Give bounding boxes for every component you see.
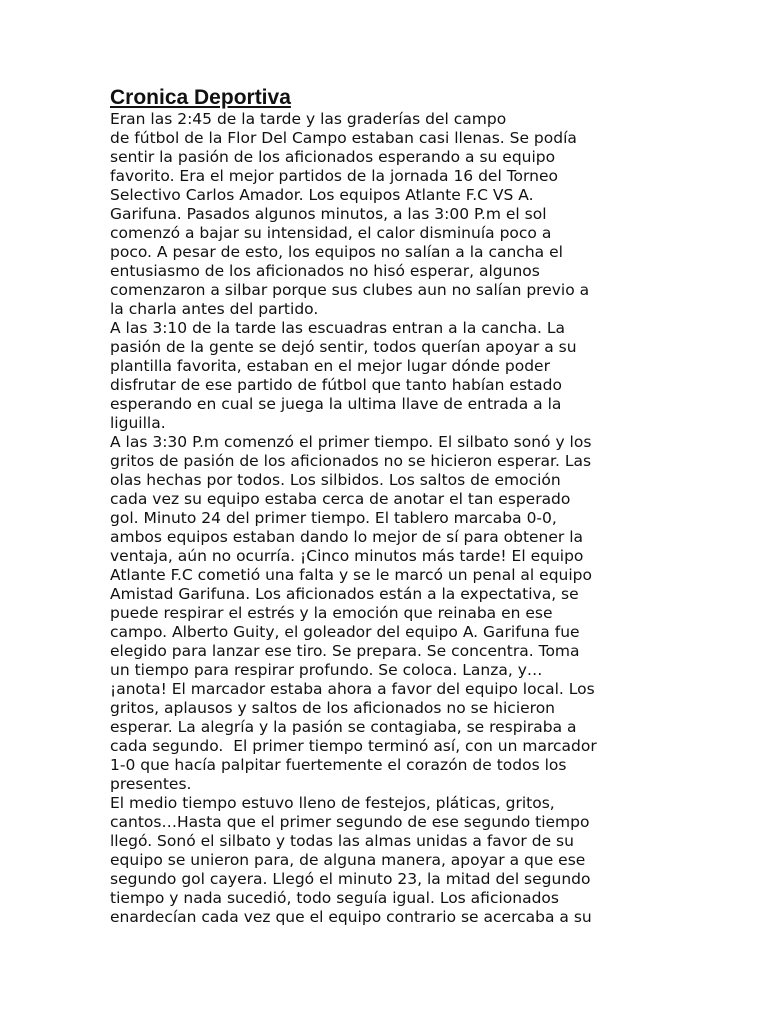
body-line: gritos, aplausos y saltos de los aficionados no se hicieron: [110, 699, 555, 717]
body-line: esperando en cual se juega la ultima llave de entrada a la: [110, 395, 562, 413]
body-line: cada vez su equipo estaba cerca de anotar el tan esperado: [110, 490, 571, 508]
body-line: presentes.: [110, 775, 192, 793]
document-content: [110, 86, 670, 927]
body-line: campo. Alberto Guity, el goleador del equipo A. Garifuna fue: [110, 623, 580, 641]
body-line: Eran las 2:45 de la tarde y las graderías del campo: [110, 110, 507, 128]
body-line: de fútbol de la Flor Del Campo estaban casi llenas. Se podía: [110, 129, 577, 147]
body-line: Garifuna. Pasados algunos minutos, a las 3:00 P.m el sol: [110, 205, 547, 223]
body-line: liguilla.: [110, 414, 166, 432]
body-line: la charla antes del partido.: [110, 300, 319, 318]
body-line: A las 3:30 P.m comenzó el primer tiempo. El silbato sonó y los: [110, 433, 592, 451]
body-line: 1-0 que hacía palpitar fuertemente el corazón de todos los: [110, 756, 567, 774]
body-line: olas hechas por todos. Los silbidos. Los saltos de emoción: [110, 471, 561, 489]
body-line: ambos equipos estaban dando lo mejor de sí para obtener la: [110, 528, 584, 546]
body-line: favorito. Era el mejor partidos de la jornada 16 del Torneo: [110, 167, 558, 185]
body-line: plantilla favorita, estaban en el mejor lugar dónde poder: [110, 357, 550, 375]
body-line: cantos…Hasta que el primer segundo de ese segundo tiempo: [110, 813, 590, 831]
body-line: ¡anota! El marcador estaba ahora a favor del equipo local. Los: [110, 680, 595, 698]
body-line: El medio tiempo estuvo lleno de festejos, pláticas, gritos,: [110, 794, 555, 812]
body-line: Atlante F.C cometió una falta y se le marcó un penal al equipo: [110, 566, 592, 584]
body-line: tiempo y nada sucedió, todo seguía igual. Los aficionados: [110, 889, 559, 907]
document-body: [110, 110, 670, 927]
body-line: elegido para lanzar ese tiro. Se prepara. Se concentra. Toma: [110, 642, 580, 660]
body-line: ventaja, aún no ocurría. ¡Cinco minutos más tarde! El equipo: [110, 547, 584, 565]
body-line: entusiasmo de los aficionados no hisó esperar, algunos: [110, 262, 540, 280]
body-line: equipo se unieron para, de alguna manera, apoyar a que ese: [110, 851, 586, 869]
body-line: esperar. La alegría y la pasión se contagiaba, se respiraba a: [110, 718, 577, 736]
body-line: segundo gol cayera. Llegó el minuto 23, la mitad del segundo: [110, 870, 591, 888]
body-line: A las 3:10 de la tarde las escuadras entran a la cancha. La: [110, 319, 565, 337]
body-line: enardecían cada vez que el equipo contrario se acercaba a su: [110, 908, 592, 926]
body-line: cada segundo. El primer tiempo terminó así, con un marcador: [110, 737, 597, 755]
body-line: pasión de la gente se dejó sentir, todos querían apoyar a su: [110, 338, 577, 356]
body-line: Selectivo Carlos Amador. Los equipos Atlante F.C VS A.: [110, 186, 534, 204]
body-line: puede respirar el estrés y la emoción que reinaba en ese: [110, 604, 553, 622]
body-line: disfrutar de ese partido de fútbol que tanto habían estado: [110, 376, 562, 394]
document-title: Cronica Deportiva: [110, 86, 291, 109]
body-line: gol. Minuto 24 del primer tiempo. El tablero marcaba 0-0,: [110, 509, 557, 527]
body-line: sentir la pasión de los aficionados esperando a su equipo: [110, 148, 556, 166]
body-line: gritos de pasión de los aficionados no se hicieron esperar. Las: [110, 452, 592, 470]
body-line: comenzaron a silbar porque sus clubes aun no salían previo a: [110, 281, 590, 299]
body-line: llegó. Sonó el silbato y todas las almas unidas a favor de su: [110, 832, 574, 850]
body-line: comenzó a bajar su intensidad, el calor disminuía poco a: [110, 224, 552, 242]
body-line: Amistad Garifuna. Los aficionados están a la expectativa, se: [110, 585, 579, 603]
body-line: un tiempo para respirar profundo. Se coloca. Lanza, y…: [110, 661, 543, 679]
body-line: poco. A pesar de esto, los equipos no salían a la cancha el: [110, 243, 563, 261]
